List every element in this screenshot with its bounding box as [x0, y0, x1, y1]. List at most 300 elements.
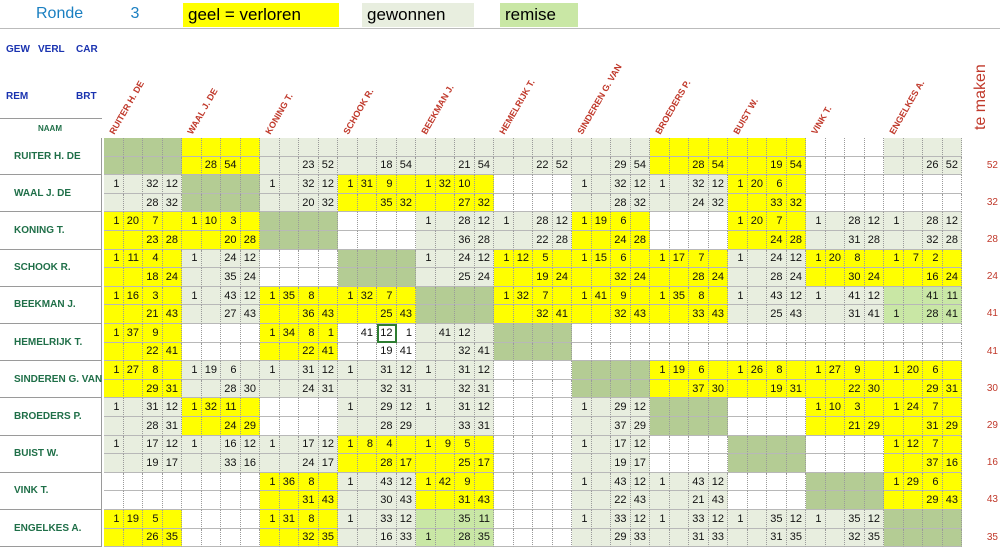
grid-cell[interactable]: [631, 250, 651, 269]
grid-cell[interactable]: [533, 510, 553, 529]
grid-cell[interactable]: [104, 343, 124, 362]
grid-cell[interactable]: [709, 343, 729, 362]
grid-cell[interactable]: [884, 287, 904, 306]
grid-cell[interactable]: [358, 529, 378, 548]
grid-cell[interactable]: 29: [611, 398, 631, 417]
grid-cell[interactable]: [475, 287, 495, 306]
grid-cell[interactable]: 1: [416, 473, 436, 492]
grid-cell[interactable]: 1: [416, 436, 436, 455]
grid-cell[interactable]: 43: [631, 305, 651, 324]
grid-cell[interactable]: [338, 212, 358, 231]
grid-cell[interactable]: 7: [143, 212, 163, 231]
grid-cell[interactable]: 12: [631, 473, 651, 492]
grid-cell[interactable]: [787, 212, 807, 231]
grid-cell[interactable]: [319, 268, 339, 287]
grid-cell[interactable]: 31: [455, 361, 475, 380]
grid-cell[interactable]: 33: [377, 510, 397, 529]
grid-cell[interactable]: [104, 529, 124, 548]
grid-cell[interactable]: 10: [826, 398, 846, 417]
grid-cell[interactable]: [104, 417, 124, 436]
grid-cell[interactable]: 24: [787, 268, 807, 287]
grid-cell[interactable]: 24: [767, 231, 787, 250]
grid-cell[interactable]: [689, 436, 709, 455]
grid-cell[interactable]: [553, 473, 573, 492]
grid-cell[interactable]: 41: [865, 305, 885, 324]
grid-cell[interactable]: [338, 529, 358, 548]
grid-cell[interactable]: [358, 268, 378, 287]
grid-cell[interactable]: 8: [299, 287, 319, 306]
grid-cell[interactable]: 12: [631, 436, 651, 455]
grid-cell[interactable]: [202, 491, 222, 510]
grid-cell[interactable]: 11: [943, 287, 963, 306]
grid-cell[interactable]: 12: [397, 361, 417, 380]
grid-cell[interactable]: [826, 436, 846, 455]
grid-cell[interactable]: [865, 324, 885, 343]
grid-cell[interactable]: [553, 529, 573, 548]
grid-cell[interactable]: [923, 194, 943, 213]
grid-cell[interactable]: 30: [377, 491, 397, 510]
grid-cell[interactable]: [806, 417, 826, 436]
grid-cell[interactable]: [104, 473, 124, 492]
grid-cell[interactable]: [143, 157, 163, 176]
grid-cell[interactable]: 17: [143, 436, 163, 455]
grid-cell[interactable]: [748, 491, 768, 510]
grid-cell[interactable]: [553, 138, 573, 157]
grid-cell[interactable]: 1: [884, 398, 904, 417]
grid-cell[interactable]: [611, 380, 631, 399]
grid-cell[interactable]: 1: [260, 473, 280, 492]
grid-cell[interactable]: [787, 417, 807, 436]
grid-cell[interactable]: 8: [358, 436, 378, 455]
grid-cell[interactable]: [494, 343, 514, 362]
grid-cell[interactable]: [475, 305, 495, 324]
grid-cell[interactable]: [202, 529, 222, 548]
grid-cell[interactable]: 41: [163, 343, 183, 362]
grid-cell[interactable]: 43: [397, 305, 417, 324]
grid-cell[interactable]: 26: [748, 361, 768, 380]
grid-cell[interactable]: [202, 268, 222, 287]
grid-cell[interactable]: 8: [299, 473, 319, 492]
grid-cell[interactable]: [748, 268, 768, 287]
grid-cell[interactable]: [904, 138, 924, 157]
grid-cell[interactable]: 32: [299, 175, 319, 194]
grid-cell[interactable]: 31: [845, 231, 865, 250]
grid-cell[interactable]: [533, 175, 553, 194]
grid-cell[interactable]: [416, 287, 436, 306]
grid-cell[interactable]: [670, 305, 690, 324]
grid-cell[interactable]: 28: [923, 305, 943, 324]
grid-cell[interactable]: 12: [709, 175, 729, 194]
grid-cell[interactable]: 17: [319, 454, 339, 473]
grid-cell[interactable]: [592, 436, 612, 455]
grid-cell[interactable]: [436, 529, 456, 548]
grid-cell[interactable]: [748, 380, 768, 399]
grid-cell[interactable]: 11: [221, 398, 241, 417]
grid-cell[interactable]: 1: [416, 529, 436, 548]
grid-cell[interactable]: [845, 157, 865, 176]
grid-cell[interactable]: 28: [533, 212, 553, 231]
grid-cell[interactable]: [943, 361, 963, 380]
grid-cell[interactable]: 16: [124, 287, 144, 306]
grid-cell[interactable]: 43: [709, 491, 729, 510]
grid-cell[interactable]: [436, 454, 456, 473]
grid-cell[interactable]: [475, 175, 495, 194]
grid-cell[interactable]: 1: [104, 361, 124, 380]
grid-cell[interactable]: 43: [319, 491, 339, 510]
grid-cell[interactable]: [514, 436, 534, 455]
grid-cell[interactable]: 41: [436, 324, 456, 343]
grid-cell[interactable]: [241, 473, 261, 492]
grid-cell[interactable]: 24: [904, 398, 924, 417]
grid-cell[interactable]: [592, 491, 612, 510]
grid-cell[interactable]: [397, 175, 417, 194]
grid-cell[interactable]: 43: [689, 473, 709, 492]
player-name[interactable]: BEEKMAN J.: [0, 287, 102, 324]
grid-cell[interactable]: 17: [670, 250, 690, 269]
grid-cell[interactable]: 1: [494, 287, 514, 306]
grid-cell[interactable]: [124, 417, 144, 436]
grid-cell[interactable]: 23: [143, 231, 163, 250]
grid-cell[interactable]: 35: [767, 510, 787, 529]
grid-cell[interactable]: [806, 491, 826, 510]
grid-cell[interactable]: [592, 343, 612, 362]
grid-cell[interactable]: 1: [416, 361, 436, 380]
grid-cell[interactable]: [416, 343, 436, 362]
grid-cell[interactable]: [904, 194, 924, 213]
grid-cell[interactable]: [689, 417, 709, 436]
grid-cell[interactable]: [533, 361, 553, 380]
grid-cell[interactable]: [319, 510, 339, 529]
grid-cell[interactable]: [514, 380, 534, 399]
grid-cell[interactable]: 30: [709, 380, 729, 399]
grid-cell[interactable]: [592, 398, 612, 417]
grid-cell[interactable]: 32: [611, 175, 631, 194]
grid-cell[interactable]: [124, 454, 144, 473]
grid-cell[interactable]: [280, 305, 300, 324]
grid-cell[interactable]: [358, 231, 378, 250]
grid-cell[interactable]: 6: [923, 361, 943, 380]
grid-cell[interactable]: [670, 324, 690, 343]
grid-cell[interactable]: 15: [592, 250, 612, 269]
grid-cell[interactable]: 17: [475, 454, 495, 473]
grid-cell[interactable]: [845, 491, 865, 510]
player-name[interactable]: SCHOOK R.: [0, 250, 102, 287]
grid-cell[interactable]: [826, 194, 846, 213]
grid-cell[interactable]: [904, 157, 924, 176]
grid-cell[interactable]: [436, 138, 456, 157]
grid-cell[interactable]: 1: [260, 175, 280, 194]
grid-cell[interactable]: 31: [943, 380, 963, 399]
grid-cell[interactable]: 29: [397, 417, 417, 436]
grid-cell[interactable]: 31: [689, 529, 709, 548]
grid-cell[interactable]: [358, 138, 378, 157]
grid-cell[interactable]: 7: [689, 250, 709, 269]
grid-cell[interactable]: 27: [826, 361, 846, 380]
grid-cell[interactable]: 41: [923, 287, 943, 306]
grid-cell[interactable]: 26: [923, 157, 943, 176]
grid-cell[interactable]: [299, 398, 319, 417]
grid-cell[interactable]: 54: [475, 157, 495, 176]
grid-cell[interactable]: 17: [299, 436, 319, 455]
grid-cell[interactable]: 37: [923, 454, 943, 473]
grid-cell[interactable]: 24: [689, 194, 709, 213]
grid-cell[interactable]: [884, 194, 904, 213]
grid-cell[interactable]: [670, 231, 690, 250]
grid-cell[interactable]: 24: [943, 268, 963, 287]
grid-cell[interactable]: [650, 212, 670, 231]
grid-cell[interactable]: [533, 491, 553, 510]
grid-cell[interactable]: [299, 212, 319, 231]
grid-cell[interactable]: [748, 305, 768, 324]
grid-cell[interactable]: 22: [299, 343, 319, 362]
grid-cell[interactable]: 3: [845, 398, 865, 417]
grid-cell[interactable]: [416, 510, 436, 529]
grid-cell[interactable]: [338, 231, 358, 250]
grid-cell[interactable]: [397, 231, 417, 250]
grid-cell[interactable]: [202, 287, 222, 306]
grid-cell[interactable]: [592, 417, 612, 436]
grid-cell[interactable]: 3: [221, 212, 241, 231]
grid-cell[interactable]: [299, 250, 319, 269]
grid-cell[interactable]: [241, 138, 261, 157]
grid-cell[interactable]: [572, 454, 592, 473]
grid-cell[interactable]: 6: [611, 250, 631, 269]
grid-cell[interactable]: 1: [416, 250, 436, 269]
grid-cell[interactable]: [280, 138, 300, 157]
grid-cell[interactable]: 1: [572, 436, 592, 455]
grid-cell[interactable]: 31: [299, 491, 319, 510]
grid-cell[interactable]: [943, 324, 963, 343]
grid-cell[interactable]: [436, 398, 456, 417]
grid-cell[interactable]: [533, 398, 553, 417]
grid-cell[interactable]: [806, 343, 826, 362]
grid-cell[interactable]: [202, 454, 222, 473]
grid-cell[interactable]: [436, 268, 456, 287]
grid-cell[interactable]: [397, 212, 417, 231]
grid-cell[interactable]: 32: [319, 194, 339, 213]
grid-cell[interactable]: [826, 417, 846, 436]
grid-cell[interactable]: [670, 529, 690, 548]
grid-cell[interactable]: [241, 491, 261, 510]
grid-cell[interactable]: [884, 343, 904, 362]
grid-cell[interactable]: 1: [650, 250, 670, 269]
player-name[interactable]: ENGELKES A.: [0, 510, 102, 547]
grid-cell[interactable]: 31: [845, 305, 865, 324]
grid-cell[interactable]: [436, 194, 456, 213]
grid-cell[interactable]: 1: [650, 361, 670, 380]
grid-cell[interactable]: 24: [221, 417, 241, 436]
grid-cell[interactable]: [884, 231, 904, 250]
grid-cell[interactable]: 1: [182, 212, 202, 231]
grid-cell[interactable]: 12: [397, 473, 417, 492]
grid-cell[interactable]: 35: [845, 510, 865, 529]
grid-cell[interactable]: 32: [436, 175, 456, 194]
grid-cell[interactable]: [826, 491, 846, 510]
grid-cell[interactable]: [592, 231, 612, 250]
grid-cell[interactable]: 16: [943, 454, 963, 473]
grid-cell[interactable]: 33: [455, 417, 475, 436]
grid-cell[interactable]: [748, 324, 768, 343]
grid-cell[interactable]: [124, 380, 144, 399]
grid-cell[interactable]: [884, 491, 904, 510]
grid-cell[interactable]: [124, 473, 144, 492]
grid-cell[interactable]: [670, 175, 690, 194]
grid-cell[interactable]: [806, 157, 826, 176]
grid-cell[interactable]: [299, 268, 319, 287]
grid-cell[interactable]: 11: [124, 250, 144, 269]
grid-cell[interactable]: 1: [416, 175, 436, 194]
grid-cell[interactable]: 12: [475, 250, 495, 269]
grid-cell[interactable]: [631, 361, 651, 380]
grid-cell[interactable]: [572, 343, 592, 362]
grid-cell[interactable]: [124, 231, 144, 250]
grid-cell[interactable]: [884, 510, 904, 529]
grid-cell[interactable]: [806, 380, 826, 399]
grid-cell[interactable]: [943, 510, 963, 529]
grid-cell[interactable]: [826, 324, 846, 343]
grid-cell[interactable]: 1: [650, 287, 670, 306]
grid-cell[interactable]: 32: [299, 529, 319, 548]
grid-cell[interactable]: 8: [299, 510, 319, 529]
grid-cell[interactable]: [416, 231, 436, 250]
grid-cell[interactable]: 19: [143, 454, 163, 473]
grid-cell[interactable]: 1: [728, 250, 748, 269]
grid-cell[interactable]: [494, 491, 514, 510]
grid-cell[interactable]: [494, 157, 514, 176]
grid-cell[interactable]: 12: [475, 361, 495, 380]
grid-cell[interactable]: [104, 305, 124, 324]
grid-cell[interactable]: [592, 175, 612, 194]
grid-cell[interactable]: 5: [533, 250, 553, 269]
grid-cell[interactable]: 20: [299, 194, 319, 213]
grid-cell[interactable]: [358, 250, 378, 269]
grid-cell[interactable]: 29: [943, 417, 963, 436]
grid-cell[interactable]: [767, 417, 787, 436]
grid-cell[interactable]: 27: [124, 361, 144, 380]
grid-cell[interactable]: 19: [592, 212, 612, 231]
grid-cell[interactable]: [592, 138, 612, 157]
grid-cell[interactable]: 12: [514, 250, 534, 269]
grid-cell[interactable]: [553, 398, 573, 417]
grid-cell[interactable]: [280, 491, 300, 510]
grid-cell[interactable]: [182, 175, 202, 194]
grid-cell[interactable]: [728, 231, 748, 250]
grid-cell[interactable]: [475, 324, 495, 343]
grid-cell[interactable]: [748, 417, 768, 436]
grid-cell[interactable]: [338, 250, 358, 269]
grid-cell[interactable]: 1: [728, 361, 748, 380]
grid-cell[interactable]: 1: [806, 361, 826, 380]
grid-cell[interactable]: 10: [455, 175, 475, 194]
grid-cell[interactable]: [514, 529, 534, 548]
grid-cell[interactable]: 19: [670, 361, 690, 380]
player-name[interactable]: KONING T.: [0, 212, 102, 249]
grid-cell[interactable]: [826, 157, 846, 176]
grid-cell[interactable]: [826, 343, 846, 362]
grid-cell[interactable]: [884, 454, 904, 473]
grid-cell[interactable]: 43: [163, 305, 183, 324]
grid-cell[interactable]: 1: [806, 510, 826, 529]
grid-cell[interactable]: [845, 343, 865, 362]
grid-cell[interactable]: [592, 324, 612, 343]
grid-cell[interactable]: [592, 529, 612, 548]
grid-cell[interactable]: 35: [163, 529, 183, 548]
grid-cell[interactable]: [163, 212, 183, 231]
grid-cell[interactable]: 24: [455, 250, 475, 269]
grid-cell[interactable]: 1: [182, 398, 202, 417]
grid-cell[interactable]: [650, 157, 670, 176]
grid-cell[interactable]: [787, 491, 807, 510]
grid-cell[interactable]: 36: [455, 231, 475, 250]
grid-cell[interactable]: 1: [884, 212, 904, 231]
grid-cell[interactable]: 54: [221, 157, 241, 176]
grid-cell[interactable]: [611, 361, 631, 380]
grid-cell[interactable]: [884, 175, 904, 194]
grid-cell[interactable]: 28: [767, 268, 787, 287]
grid-cell[interactable]: [436, 343, 456, 362]
grid-cell[interactable]: [553, 510, 573, 529]
grid-cell[interactable]: [221, 324, 241, 343]
grid-cell[interactable]: 54: [631, 157, 651, 176]
grid-cell[interactable]: [260, 268, 280, 287]
grid-cell[interactable]: [104, 268, 124, 287]
grid-cell[interactable]: 7: [377, 287, 397, 306]
grid-cell[interactable]: [904, 175, 924, 194]
grid-cell[interactable]: 1: [806, 398, 826, 417]
grid-cell[interactable]: [280, 250, 300, 269]
grid-cell[interactable]: [416, 324, 436, 343]
grid-cell[interactable]: 29: [611, 529, 631, 548]
grid-cell[interactable]: 1: [728, 510, 748, 529]
grid-cell[interactable]: 28: [475, 231, 495, 250]
grid-cell[interactable]: 1: [182, 361, 202, 380]
grid-cell[interactable]: 1: [338, 473, 358, 492]
grid-cell[interactable]: [709, 231, 729, 250]
grid-cell[interactable]: [514, 175, 534, 194]
grid-cell[interactable]: 3: [143, 287, 163, 306]
grid-cell[interactable]: [689, 454, 709, 473]
grid-cell[interactable]: 12: [631, 175, 651, 194]
grid-cell[interactable]: 6: [221, 361, 241, 380]
grid-cell[interactable]: [553, 343, 573, 362]
grid-cell[interactable]: 24: [299, 454, 319, 473]
grid-cell[interactable]: [280, 268, 300, 287]
grid-cell[interactable]: [865, 473, 885, 492]
grid-cell[interactable]: [358, 194, 378, 213]
grid-cell[interactable]: 2: [923, 250, 943, 269]
grid-cell[interactable]: [826, 175, 846, 194]
grid-cell[interactable]: [865, 343, 885, 362]
grid-cell[interactable]: [923, 343, 943, 362]
grid-cell[interactable]: [943, 343, 963, 362]
grid-cell[interactable]: [923, 175, 943, 194]
grid-cell[interactable]: 33: [689, 305, 709, 324]
grid-cell[interactable]: 32: [163, 194, 183, 213]
grid-cell[interactable]: [533, 324, 553, 343]
grid-cell[interactable]: [884, 268, 904, 287]
grid-cell[interactable]: [943, 529, 963, 548]
grid-cell[interactable]: [533, 380, 553, 399]
grid-cell[interactable]: [943, 250, 963, 269]
grid-cell[interactable]: 28: [202, 157, 222, 176]
grid-cell[interactable]: [728, 398, 748, 417]
grid-cell[interactable]: [650, 380, 670, 399]
grid-cell[interactable]: [260, 194, 280, 213]
grid-cell[interactable]: 12: [865, 287, 885, 306]
grid-cell[interactable]: [260, 454, 280, 473]
grid-cell[interactable]: [689, 398, 709, 417]
grid-cell[interactable]: [397, 250, 417, 269]
